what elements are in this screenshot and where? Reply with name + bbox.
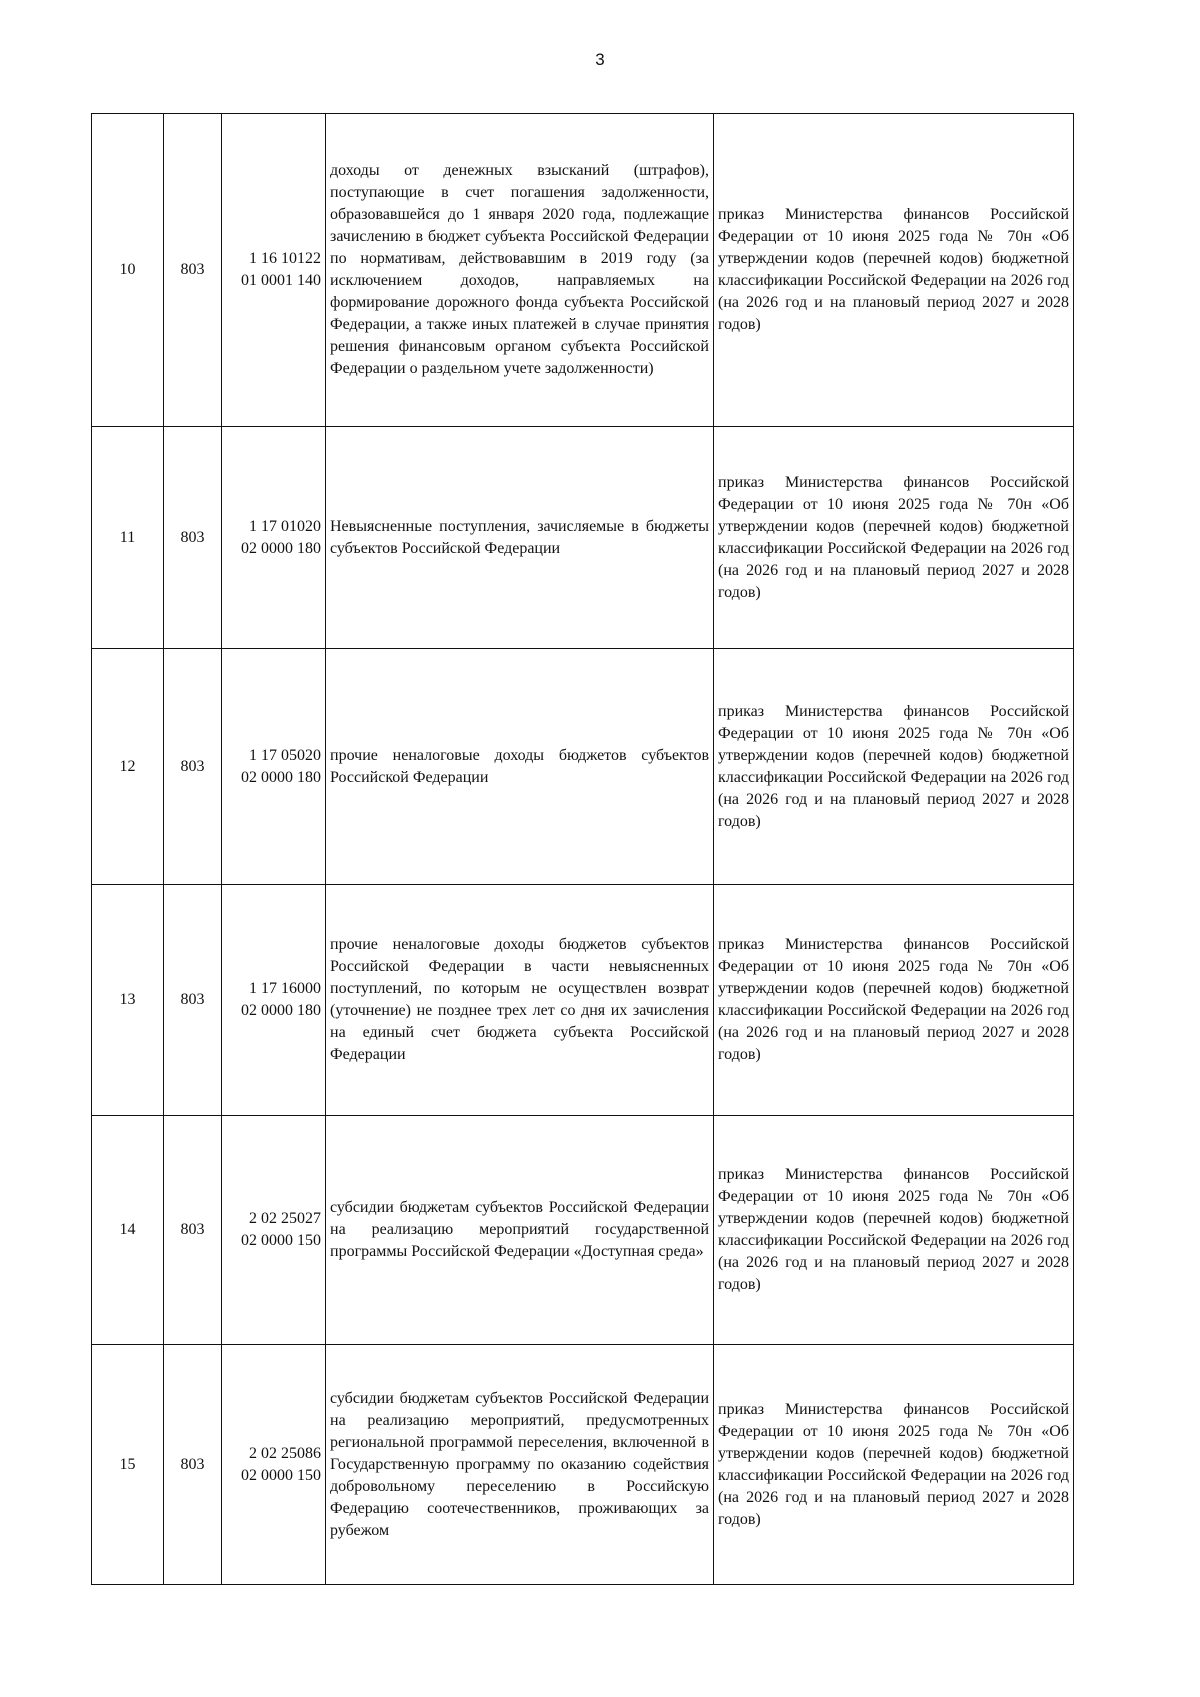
code-line-1: 1 17 16000 — [249, 980, 321, 997]
row-number: 11 — [92, 427, 164, 649]
table-row — [92, 1345, 1074, 1585]
budget-classification-code — [222, 114, 326, 427]
row-number: 10 — [92, 114, 164, 427]
code-line-1: 2 02 25027 — [249, 1210, 321, 1227]
budget-classification-code — [222, 885, 326, 1116]
code-line-2: 02 0000 180 — [241, 539, 321, 557]
administrator-code: 803 — [164, 427, 222, 649]
revenue-codes-table — [91, 113, 1074, 1585]
table-row — [92, 1116, 1074, 1345]
code-line-1: 1 16 10122 — [249, 250, 321, 267]
revenue-name: Невыясненные поступления, зачисляемые в бюджеты субъектов Российской Федерации — [326, 427, 714, 649]
code-line-2: 01 0001 140 — [241, 272, 321, 289]
administrator-code: 803 — [164, 885, 222, 1116]
table-row — [92, 885, 1074, 1116]
budget-classification-code — [222, 649, 326, 885]
legal-basis: приказ Министерства финансов Российской Федерации от 10 июня 2025 года № 70н «Об утверждении кодов (перечней кодов) бюджетной классификации Российской Федерации на 2026 год (на 2026 год и на плановый период 2027 и 2028 годов) — [714, 649, 1074, 885]
legal-basis: приказ Министерства финансов Российской Федерации от 10 июня 2025 года № 70н «Об утверждении кодов (перечней кодов) бюджетной классификации Российской Федерации на 2026 год (на 2026 год и на плановый период 2027 и 2028 годов) — [714, 427, 1074, 649]
row-number: 14 — [92, 1116, 164, 1345]
legal-basis: приказ Министерства финансов Российской Федерации от 10 июня 2025 года № 70н «Об утверждении кодов (перечней кодов) бюджетной классификации Российской Федерации на 2026 год (на 2026 год и на плановый период 2027 и 2028 годов) — [714, 114, 1074, 427]
revenue-name: субсидии бюджетам субъектов Российской Федерации на реализацию мероприятий государственной программы Российской Федерации «Доступная среда» — [326, 1116, 714, 1345]
page-number: 3 — [595, 50, 605, 69]
administrator-code: 803 — [164, 1116, 222, 1345]
code-line-1: 1 17 05020 — [249, 746, 321, 764]
budget-classification-code — [222, 1116, 326, 1345]
administrator-code: 803 — [164, 649, 222, 885]
row-number: 15 — [92, 1345, 164, 1585]
legal-basis: приказ Министерства финансов Российской Федерации от 10 июня 2025 года № 70н «Об утверждении кодов (перечней кодов) бюджетной классификации Российской Федерации на 2026 год (на 2026 год и на плановый период 2027 и 2028 годов) — [714, 1116, 1074, 1345]
row-number: 12 — [92, 649, 164, 885]
budget-classification-code — [222, 427, 326, 649]
table-row — [92, 427, 1074, 649]
revenue-name: доходы от денежных взысканий (штрафов), поступающие в счет погашения задолженности, образовавшейся до 1 января 2020 года, подлежащие зачислению в бюджет субъекта Российской Федерации по нормативам, действовавшим в 2019 году (за исключением доходов, направляемых на формирование дорожного фонда субъекта Российской Федерации, а также иных платежей в случае принятия решения финансовым органом субъекта Российской Федерации о раздельном учете задолженности) — [326, 114, 714, 427]
revenue-name: прочие неналоговые доходы бюджетов субъектов Российской Федерации в части невыясненных поступлений, по которым не осуществлен возврат (уточнение) не позднее трех лет со дня их зачисления на единый счет бюджета субъекта Российской Федерации — [326, 885, 714, 1116]
revenue-name: прочие неналоговые доходы бюджетов субъектов Российской Федерации — [326, 649, 714, 885]
table-row — [92, 649, 1074, 885]
legal-basis: приказ Министерства финансов Российской Федерации от 10 июня 2025 года № 70н «Об утверждении кодов (перечней кодов) бюджетной классификации Российской Федерации на 2026 год (на 2026 год и на плановый период 2027 и 2028 годов) — [714, 885, 1074, 1116]
administrator-code: 803 — [164, 114, 222, 427]
code-line-2: 02 0000 150 — [241, 1232, 321, 1249]
code-line-2: 02 0000 150 — [241, 1466, 321, 1484]
code-line-1: 1 17 01020 — [249, 517, 321, 535]
budget-classification-code — [222, 1345, 326, 1585]
code-line-2: 02 0000 180 — [241, 1002, 321, 1019]
revenue-name: субсидии бюджетам субъектов Российской Федерации на реализацию мероприятий, предусмотренных региональной программой переселения, включенной в Государственную программу по оказанию содействия добровольному переселению в Российскую Федерацию соотечественников, проживающих за рубежом — [326, 1345, 714, 1585]
code-line-2: 02 0000 180 — [241, 768, 321, 786]
table-row — [92, 114, 1074, 427]
row-number: 13 — [92, 885, 164, 1116]
code-line-1: 2 02 25086 — [249, 1444, 321, 1462]
administrator-code: 803 — [164, 1345, 222, 1585]
legal-basis: приказ Министерства финансов Российской Федерации от 10 июня 2025 года № 70н «Об утверждении кодов (перечней кодов) бюджетной классификации Российской Федерации на 2026 год (на 2026 год и на плановый период 2027 и 2028 годов) — [714, 1345, 1074, 1585]
